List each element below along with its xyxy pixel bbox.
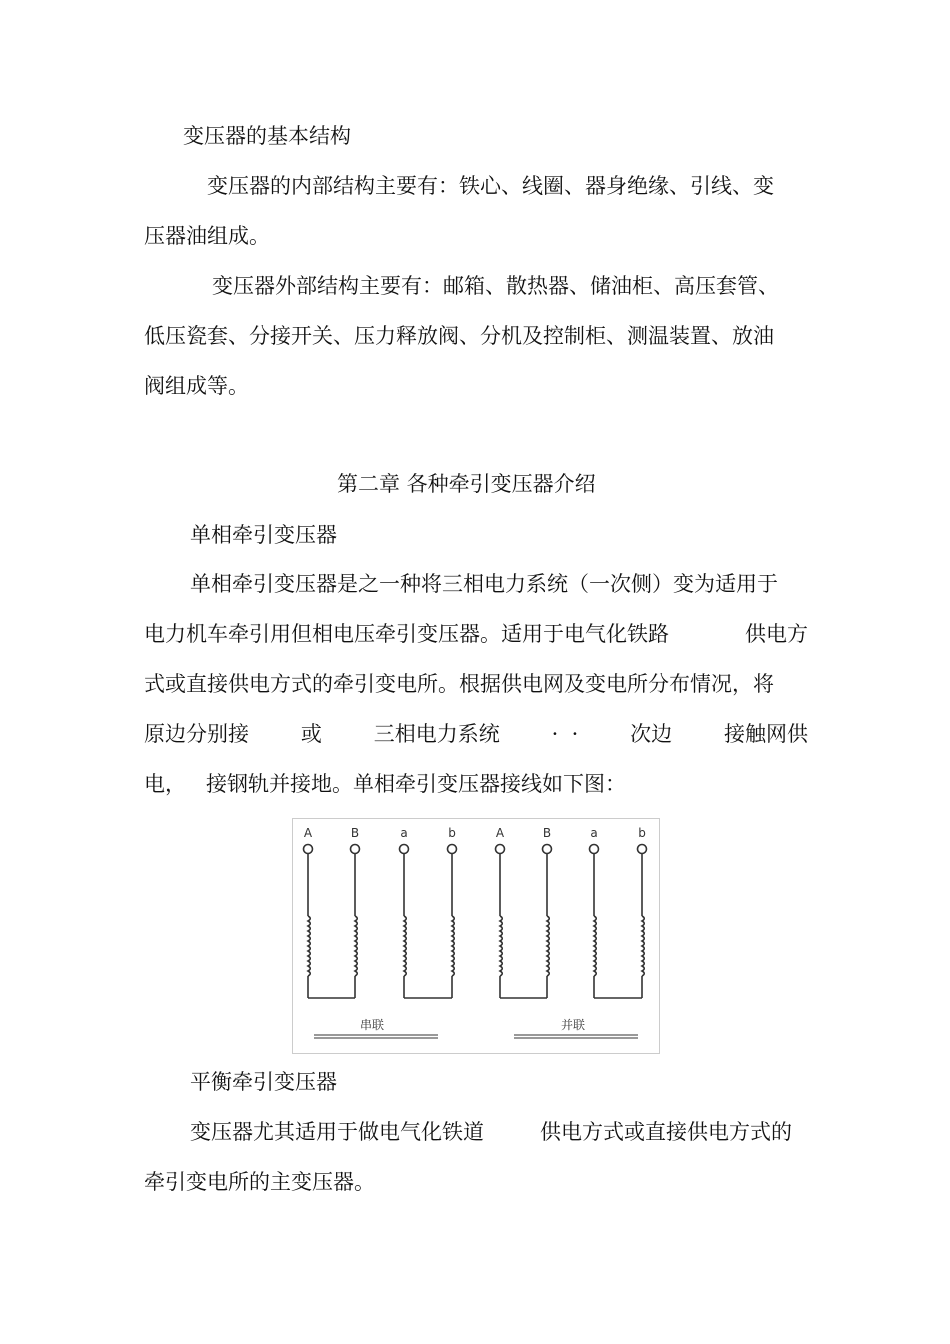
label-parallel: 并联: [560, 1018, 586, 1032]
wiring-diagram: [292, 818, 660, 1054]
terminal-label: B: [350, 826, 360, 840]
label-series: 串联: [359, 1018, 385, 1032]
paragraph-external-structure-line2: 低压瓷套、分接开关、压力释放阀、分机及控制柜、测温装置、放油: [144, 324, 774, 348]
text-fragment: 或: [300, 722, 322, 746]
text-fragment: 三相电力系统: [373, 722, 500, 746]
wiring-diagram-svg: [292, 818, 660, 1054]
heading-balanced: 平衡牵引变压器: [190, 1070, 337, 1094]
paragraph-balanced-line1a: 变压器尤其适用于做电气化铁道: [190, 1120, 484, 1144]
paragraph-balanced-line2: 牵引变电所的主变压器。: [144, 1170, 375, 1194]
paragraph-single-phase-line5b: 接钢轨并接地。单相牵引变压器接线如下图：: [206, 772, 626, 796]
paragraph-external-structure-line3: 阀组成等。: [144, 374, 249, 398]
text-fragment: 原边分别接: [144, 722, 249, 746]
terminal-label: A: [303, 826, 313, 840]
paragraph-external-structure-line1: 变压器外部结构主要有：邮箱、散热器、储油柜、高压套管、: [212, 274, 779, 298]
text-fragment: · ·: [551, 722, 579, 746]
terminal-label: b: [638, 826, 646, 840]
terminal-label: a: [400, 826, 408, 840]
paragraph-internal-structure-line1: 变压器的内部结构主要有：铁心、线圈、器身绝缘、引线、变: [207, 174, 774, 198]
paragraph-internal-structure-line2: 压器油组成。: [144, 224, 270, 248]
paragraph-single-phase-line2: [144, 620, 808, 648]
terminal-label: a: [590, 826, 598, 840]
terminal-label: B: [542, 826, 552, 840]
figure-border: [293, 819, 660, 1054]
text-fragment: 供电方: [745, 622, 808, 646]
terminal-label: b: [448, 826, 456, 840]
paragraph-single-phase-line1: 单相牵引变压器是之一种将三相电力系统（一次侧）变为适用于: [190, 572, 778, 596]
text-fragment: 接触网供: [724, 722, 808, 746]
text-fragment: 电力机车牵引用但相电压牵引变压器。适用于电气化铁路: [144, 622, 669, 646]
heading-single-phase: 单相牵引变压器: [190, 523, 337, 547]
heading-basic-structure: 变压器的基本结构: [183, 124, 351, 148]
text-fragment: 次边: [630, 722, 673, 746]
paragraph-balanced-line1b: 供电方式或直接供电方式的: [540, 1120, 792, 1144]
paragraph-single-phase-line3: 式或直接供电方式的牵引变电所。根据供电网及变电所分布情况，将: [144, 672, 774, 696]
terminal-label: A: [495, 826, 505, 840]
paragraph-single-phase-line4: [144, 720, 808, 748]
paragraph-single-phase-line5a: 电，: [144, 772, 186, 796]
chapter-title: 第二章 各种牵引变压器介绍: [337, 472, 596, 496]
